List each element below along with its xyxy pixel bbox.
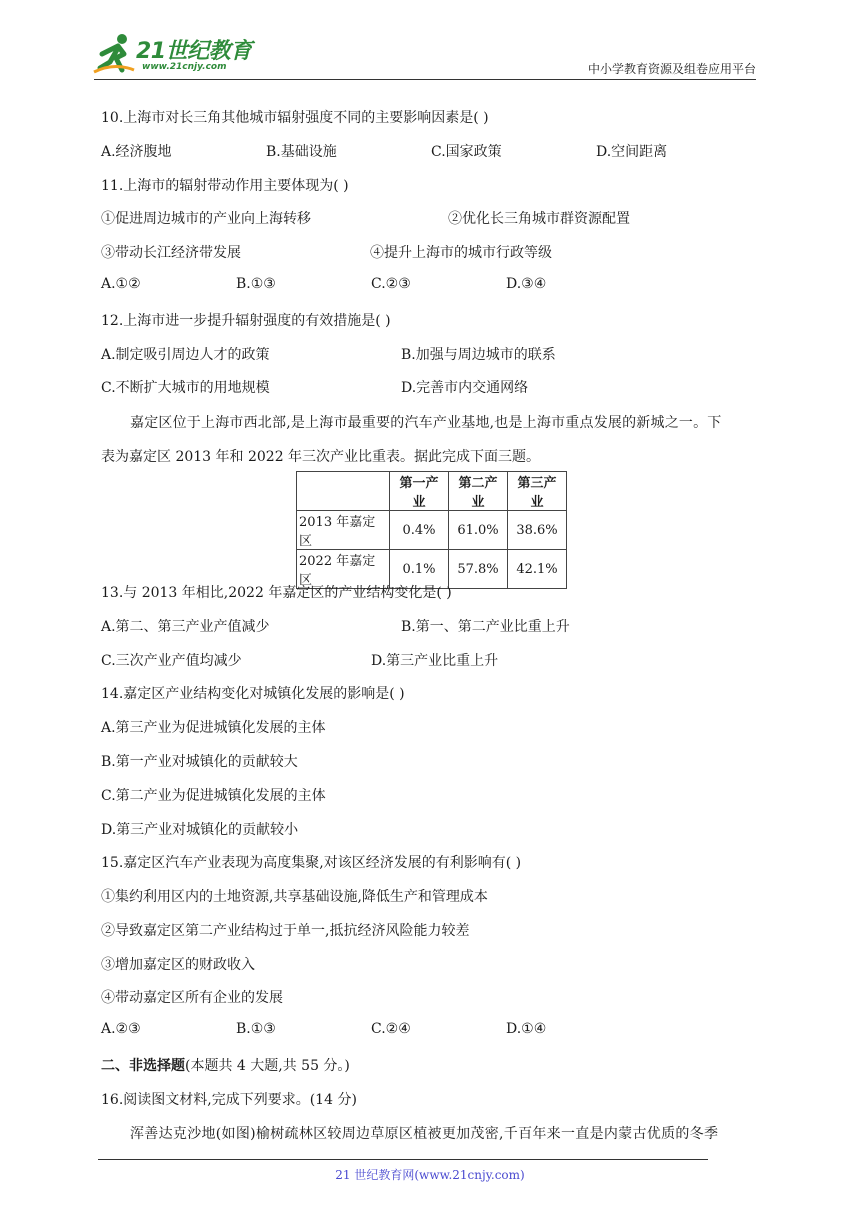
- q11-option-d: D.③④: [506, 276, 547, 292]
- industry-ratio-table: [296, 471, 567, 589]
- q12-option-d: D.完善市内交通网络: [401, 380, 529, 396]
- q14-option-d: D.第三产业对城镇化的贡献较小: [101, 822, 299, 838]
- site-logo: [92, 30, 262, 80]
- q14-stem: 14.嘉定区产业结构变化对城镇化发展的影响是( ): [101, 686, 405, 702]
- logo-text: 21世纪教育: [136, 39, 252, 64]
- q11-statement-1: ①促进周边城市的产业向上海转移: [101, 211, 311, 227]
- q11-option-b: B.①③: [236, 276, 276, 292]
- q13-option-a: A.第二、第三产业产值减少: [101, 619, 270, 635]
- footer-divider: [98, 1159, 708, 1160]
- section-note: (本题共 4 大题,共 55 分。): [185, 1058, 350, 1074]
- q15-option-d: D.①④: [506, 1021, 547, 1037]
- q12-option-a: A.制定吸引周边人才的政策: [101, 347, 270, 363]
- table-cell: 42.1%: [508, 550, 567, 589]
- table-header-row: [297, 472, 567, 511]
- q10-stem: 10.上海市对长三角其他城市辐射强度不同的主要影响因素是( ): [101, 110, 489, 126]
- q11-stem: 11.上海市的辐射带动作用主要体现为( ): [101, 178, 349, 194]
- table-cell: 61.0%: [449, 511, 508, 550]
- section-heading: [101, 1055, 350, 1075]
- q16-stem: 16.阅读图文材料,完成下列要求。(14 分): [101, 1092, 357, 1108]
- q13-option-c: C.三次产业产值均减少: [101, 653, 242, 669]
- q14-option-a: A.第三产业为促进城镇化发展的主体: [101, 720, 326, 736]
- footer-link[interactable]: 21 世纪教育网(www.21cnjy.com): [335, 1168, 525, 1182]
- q15-option-c: C.②④: [371, 1021, 411, 1037]
- q15-option-a: A.②③: [101, 1021, 141, 1037]
- q11-option-a: A.①②: [101, 276, 141, 292]
- q12-option-c: C.不断扩大城市的用地规模: [101, 380, 270, 396]
- header-platform-name: 中小学教育资源及组卷应用平台: [587, 62, 756, 76]
- q15-option-b: B.①③: [236, 1021, 276, 1037]
- q10-option-a: A.经济腹地: [101, 144, 172, 160]
- q10-option-c: C.国家政策: [431, 144, 502, 160]
- q10-option-b: B.基础设施: [266, 144, 337, 160]
- q15-statement-2: ②导致嘉定区第二产业结构过于单一,抵抗经济风险能力较差: [101, 923, 470, 939]
- q10-option-d: D.空间距离: [596, 144, 668, 160]
- table-cell: 0.1%: [390, 550, 449, 589]
- q15-statement-4: ④带动嘉定区所有企业的发展: [101, 990, 283, 1006]
- q11-statement-4: ④提升上海市的城市行政等级: [370, 245, 552, 261]
- q15-stem: 15.嘉定区汽车产业表现为高度集聚,对该区经济发展的有利影响有( ): [101, 855, 522, 871]
- section-title: 二、非选择题: [101, 1058, 185, 1074]
- q13-option-b: B.第一、第二产业比重上升: [401, 619, 570, 635]
- q14-option-b: B.第一产业对城镇化的贡献较大: [101, 754, 298, 770]
- q13-option-d: D.第三产业比重上升: [371, 653, 499, 669]
- q15-statement-1: ①集约利用区内的土地资源,共享基础设施,降低生产和管理成本: [101, 889, 488, 905]
- q11-statement-3: ③带动长江经济带发展: [101, 245, 241, 261]
- logo-url: www.21cnjy.com: [142, 62, 227, 72]
- header-divider: [94, 79, 756, 80]
- q16-passage-line-1: 浑善达克沙地(如图)榆树疏林区较周边草原区植被更加茂密,千百年来一直是内蒙古优质的冬季: [130, 1126, 719, 1142]
- table-cell: 2013 年嘉定区: [297, 511, 390, 550]
- q11-option-c: C.②③: [371, 276, 411, 292]
- table-row: [297, 511, 567, 550]
- q12-option-b: B.加强与周边城市的联系: [401, 347, 556, 363]
- q12-stem: 12.上海市进一步提升辐射强度的有效措施是( ): [101, 313, 391, 329]
- q13-stem: 13.与 2013 年相比,2022 年嘉定区的产业结构变化是( ): [101, 585, 452, 601]
- table-cell: 38.6%: [508, 511, 567, 550]
- q15-statement-3: ③增加嘉定区的财政收入: [101, 957, 255, 973]
- table-header-cell: 第一产业: [390, 472, 449, 511]
- table-header-cell: 第二产业: [449, 472, 508, 511]
- runner-logo-icon: [92, 32, 136, 76]
- table-cell: 57.8%: [449, 550, 508, 589]
- passage-line-2: 表为嘉定区 2013 年和 2022 年三次产业比重表。据此完成下面三题。: [101, 449, 541, 465]
- table-header-cell: 第三产业: [508, 472, 567, 511]
- table-header-cell: [297, 472, 390, 511]
- q11-statement-2: ②优化长三角城市群资源配置: [448, 211, 630, 227]
- table-cell: 2022 年嘉定区: [297, 550, 390, 589]
- table-cell: 0.4%: [390, 511, 449, 550]
- passage-line-1: 嘉定区位于上海市西北部,是上海市最重要的汽车产业基地,也是上海市重点发展的新城之一。下: [130, 415, 722, 431]
- q14-option-c: C.第二产业为促进城镇化发展的主体: [101, 788, 326, 804]
